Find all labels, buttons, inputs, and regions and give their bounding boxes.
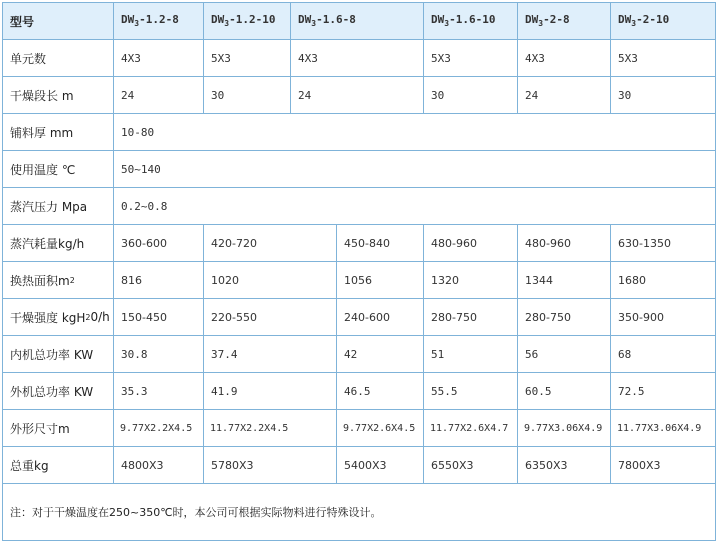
table-row <box>2 335 716 372</box>
model-name-text: $DW_3-1.6-10$ <box>431 13 496 29</box>
cell: 0.2~0.8 <box>113 188 715 224</box>
model-name <box>610 3 715 39</box>
cell: 30 <box>203 77 290 113</box>
cell: 280-750 <box>517 299 610 335</box>
cell: 480-960 <box>423 225 517 261</box>
subscript: 2 <box>85 312 91 322</box>
cell: 4X3 <box>517 40 610 76</box>
table-row <box>2 39 716 76</box>
cell: 5400X3 <box>336 447 423 483</box>
cell: 9.77X2.2X4.5 <box>113 410 203 446</box>
cell: 68 <box>610 336 715 372</box>
cell: 630-1350 <box>610 225 715 261</box>
cell: 11.77X3.06X4.9 <box>610 410 715 446</box>
model-subscript: 3 <box>224 19 230 29</box>
row-label-text: 干燥强度 kgH <box>10 310 86 325</box>
model-name-text: $DW_3-1.2-8$ <box>121 13 179 29</box>
table-row <box>2 298 716 335</box>
table-row <box>2 224 716 261</box>
cell: 5X3 <box>423 40 517 76</box>
cell: 24 <box>290 77 423 113</box>
cell: 55.5 <box>423 373 517 409</box>
table-row <box>2 150 716 187</box>
row-label <box>3 262 113 298</box>
cell: 11.77X2.6X4.7 <box>423 410 517 446</box>
cell: 51 <box>423 336 517 372</box>
cell: 350-900 <box>610 299 715 335</box>
cell: 60.5 <box>517 373 610 409</box>
cell: 1056 <box>336 262 423 298</box>
cell: 7800X3 <box>610 447 715 483</box>
model-name-text: $DW_3-1.2-10$ <box>211 13 276 29</box>
table-row <box>2 372 716 409</box>
cell: 150-450 <box>113 299 203 335</box>
cell: 420-720 <box>203 225 336 261</box>
cell: 5X3 <box>610 40 715 76</box>
cell: 280-750 <box>423 299 517 335</box>
cell: 4800X3 <box>113 447 203 483</box>
model-name <box>203 3 290 39</box>
cell: 35.3 <box>113 373 203 409</box>
cell: 46.5 <box>336 373 423 409</box>
model-name <box>113 3 203 39</box>
cell: 5780X3 <box>203 447 336 483</box>
table-row <box>2 76 716 113</box>
row-label-text-end: 0/h <box>90 310 110 324</box>
cell: 6350X3 <box>517 447 610 483</box>
row-label: 蒸汽耗量kg/h <box>10 236 85 251</box>
cell: 480-960 <box>517 225 610 261</box>
model-name <box>517 3 610 39</box>
model-subscript: 3 <box>444 19 450 29</box>
row-label: 蒸汽压力 Mpa <box>10 199 88 214</box>
cell: 240-600 <box>336 299 423 335</box>
row-label: 内机总功率 KW <box>10 347 94 362</box>
cell: 1020 <box>203 262 336 298</box>
model-subscript: 3 <box>134 19 140 29</box>
cell: 816 <box>113 262 203 298</box>
model-subscript: 3 <box>631 19 637 29</box>
row-label: 外形尺寸m <box>10 421 70 436</box>
cell: 6550X3 <box>423 447 517 483</box>
cell: 9.77X2.6X4.5 <box>336 410 423 446</box>
cell: 9.77X3.06X4.9 <box>517 410 610 446</box>
model-subscript: 3 <box>311 19 317 29</box>
row-label: 外机总功率 KW <box>10 384 94 399</box>
model-name-text: $DW_3-1.6-8$ <box>298 13 356 29</box>
model-subscript: 3 <box>538 19 544 29</box>
model-name-text: $DW_3-2-8$ <box>525 13 570 29</box>
cell: 1344 <box>517 262 610 298</box>
cell: 30 <box>423 77 517 113</box>
cell: 450-840 <box>336 225 423 261</box>
cell: 56 <box>517 336 610 372</box>
cell: 30 <box>610 77 715 113</box>
cell: 220-550 <box>203 299 336 335</box>
cell: 1680 <box>610 262 715 298</box>
table-row <box>2 261 716 298</box>
cell: 4X3 <box>290 40 423 76</box>
model-name-text: $DW_3-2-10$ <box>618 13 670 29</box>
cell: 37.4 <box>203 336 336 372</box>
cell: 4X3 <box>113 40 203 76</box>
note-row <box>2 483 716 541</box>
cell: 24 <box>517 77 610 113</box>
cell: 72.5 <box>610 373 715 409</box>
cell: 50~140 <box>113 151 715 187</box>
row-label: 单元数 <box>10 51 47 66</box>
cell: 41.9 <box>203 373 336 409</box>
cell: 11.77X2.2X4.5 <box>203 410 336 446</box>
row-label: 总重kg <box>10 458 49 473</box>
cell: 5X3 <box>203 40 290 76</box>
table-row <box>2 187 716 224</box>
row-label: 使用温度 ℃ <box>10 162 76 177</box>
footnote: 注：对于干燥温度在250~350℃时，本公司可根据实际物料进行特殊设计。 <box>10 506 382 519</box>
spec-grid <box>2 2 716 541</box>
model-name <box>423 3 517 39</box>
cell: 42 <box>336 336 423 372</box>
cell: 10-80 <box>113 114 715 150</box>
row-label <box>3 299 113 335</box>
table-row <box>2 446 716 483</box>
row-label: 铺料厚 mm <box>10 125 74 140</box>
model-name <box>290 3 423 39</box>
superscript: 2 <box>69 275 75 285</box>
table-row <box>2 409 716 446</box>
table-row <box>2 113 716 150</box>
row-label-text: 换热面积m <box>10 273 70 288</box>
cell: 1320 <box>423 262 517 298</box>
header-label: 型号 <box>10 14 35 29</box>
cell: 24 <box>113 77 203 113</box>
header-row <box>2 2 716 39</box>
row-label: 干燥段长 m <box>10 88 74 103</box>
cell: 30.8 <box>113 336 203 372</box>
cell: 360-600 <box>113 225 203 261</box>
